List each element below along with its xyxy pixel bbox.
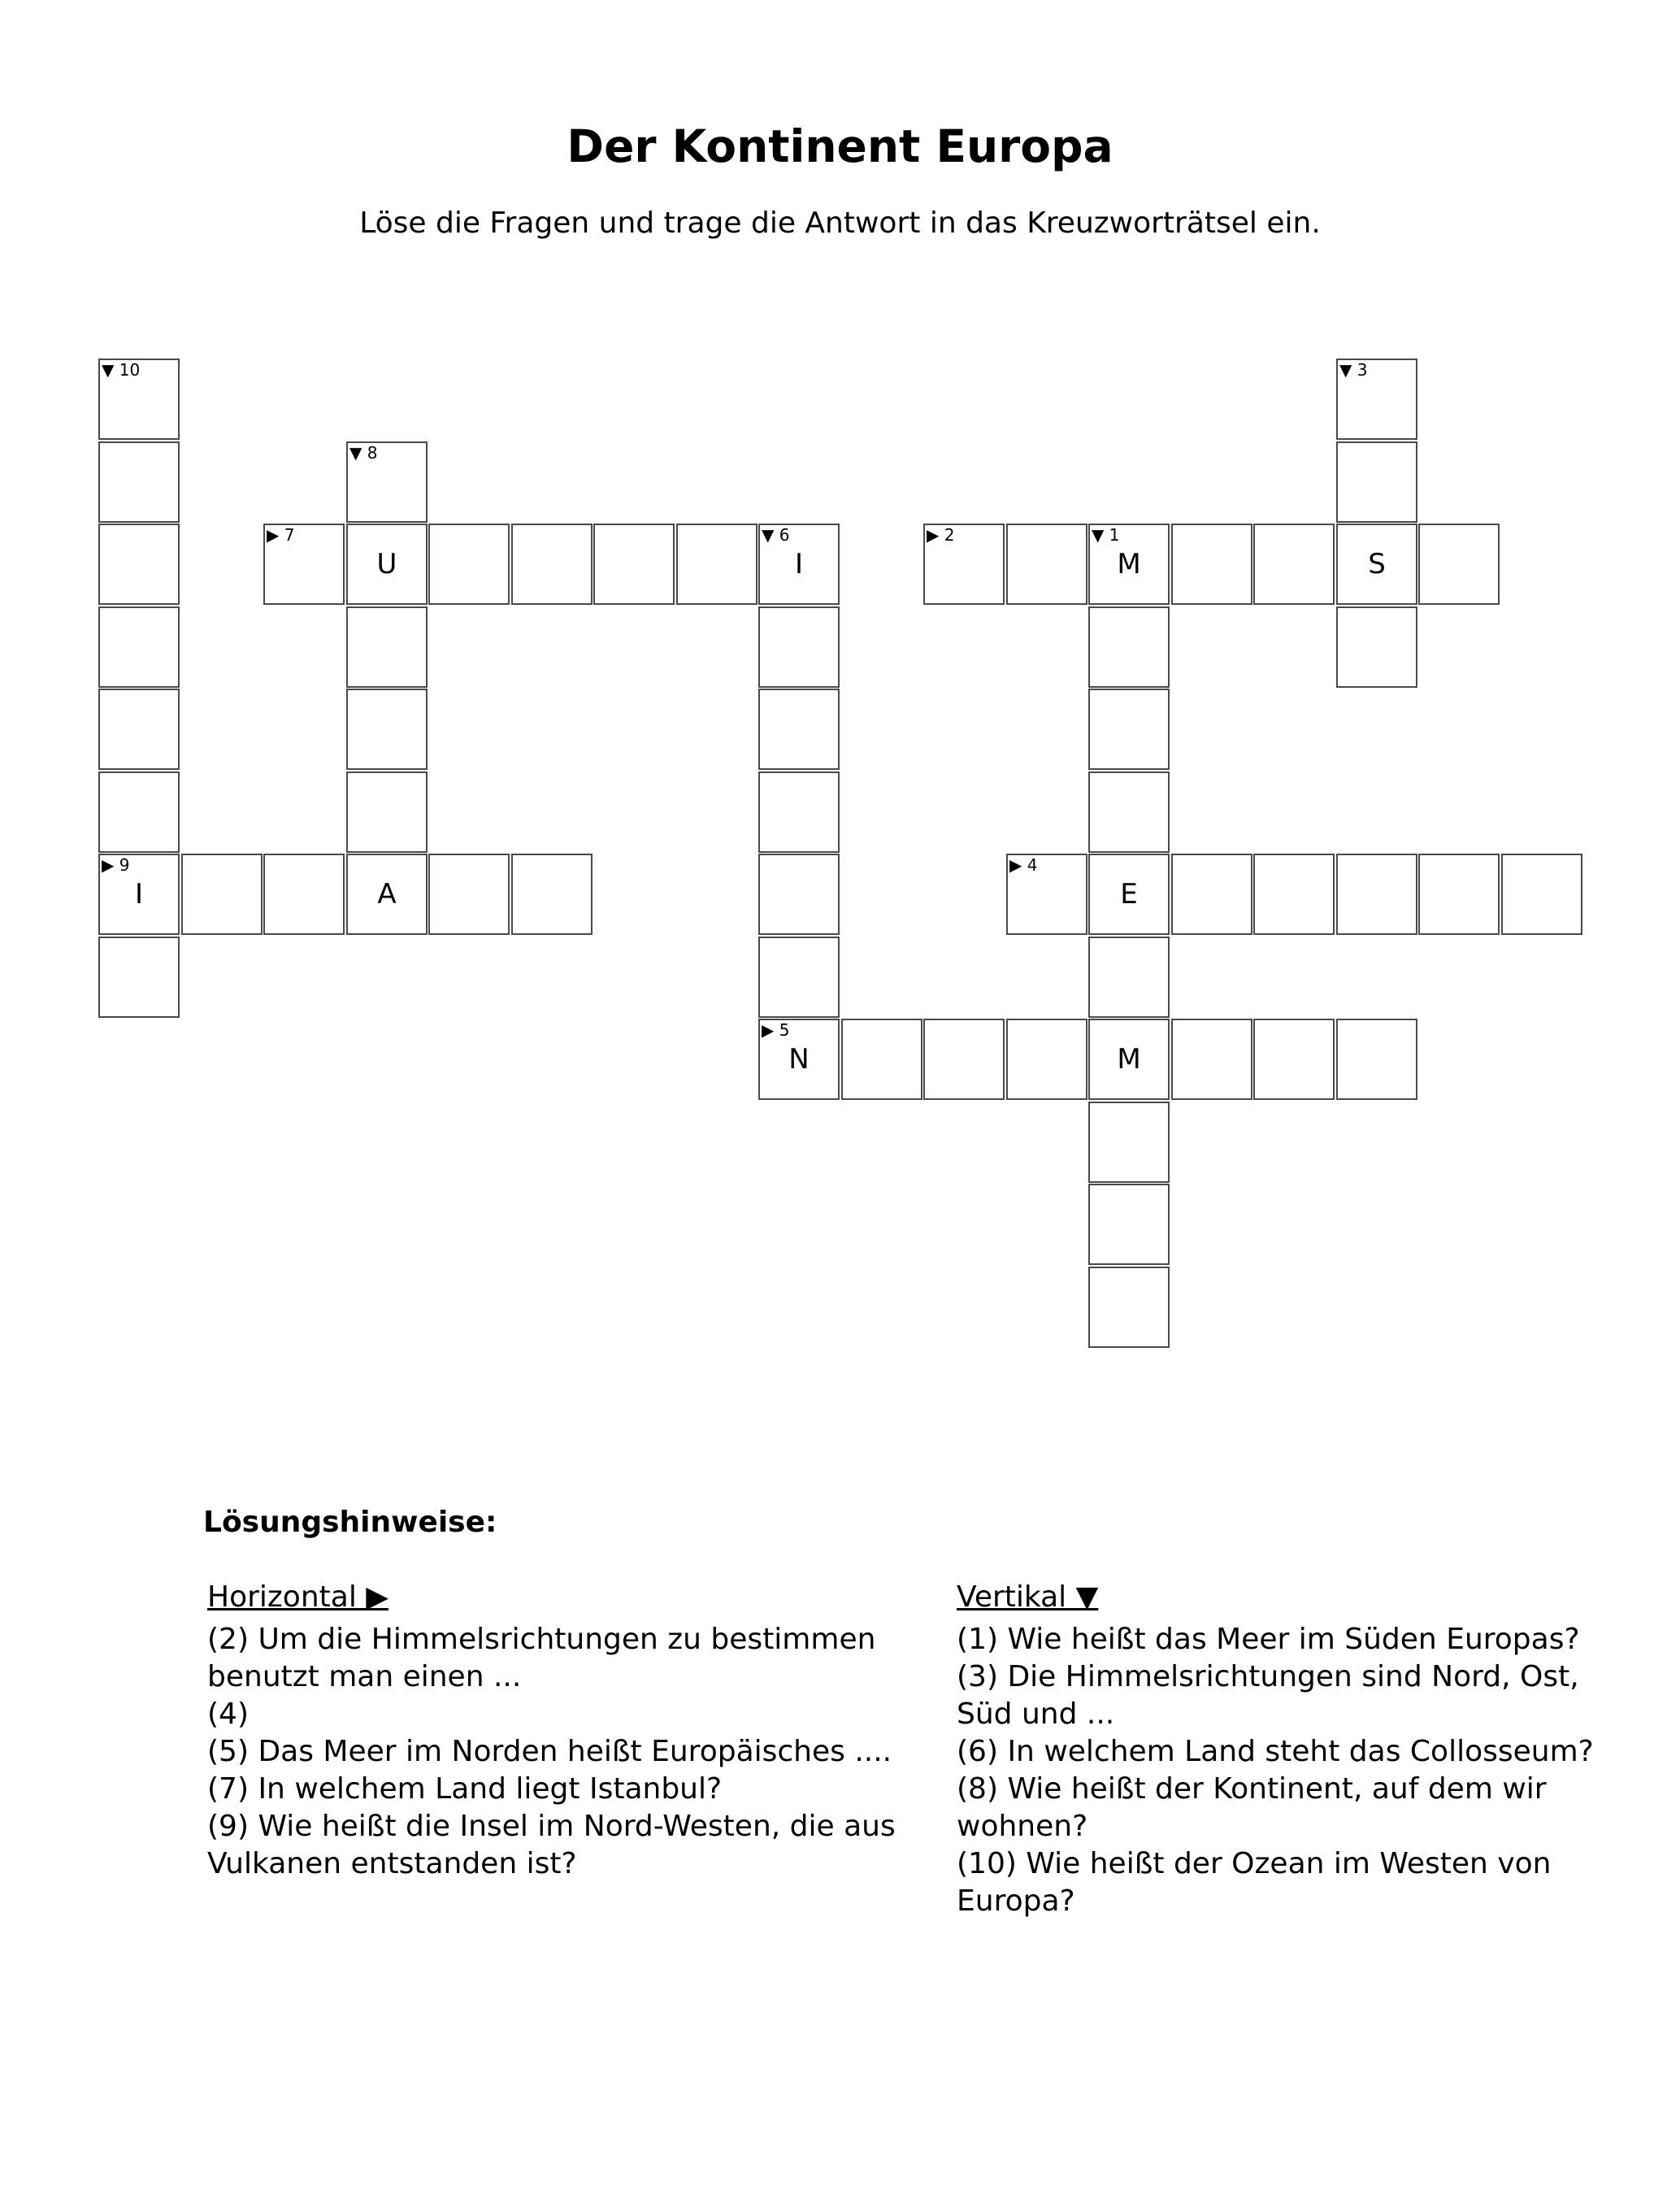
crossword-cell[interactable] bbox=[1088, 606, 1170, 688]
horizontal-clues bbox=[207, 1579, 906, 1883]
crossword-cell[interactable] bbox=[1501, 854, 1582, 935]
crossword-cell[interactable] bbox=[593, 524, 675, 605]
crossword-cell[interactable] bbox=[511, 524, 593, 605]
crossword-cell[interactable] bbox=[428, 854, 510, 935]
crossword-cell[interactable] bbox=[346, 606, 428, 688]
crossword-cell[interactable] bbox=[1253, 524, 1335, 605]
crossword-cell[interactable] bbox=[758, 1019, 840, 1100]
crossword-cell[interactable] bbox=[1171, 1019, 1252, 1100]
crossword-cell[interactable] bbox=[1253, 854, 1335, 935]
given-letter: U bbox=[376, 548, 397, 580]
vertical-clue-list bbox=[957, 1621, 1607, 1920]
crossword-cell[interactable] bbox=[1253, 1019, 1335, 1100]
clue-item: (6) In welchem Land steht das Collosseum? bbox=[957, 1735, 1594, 1768]
clue-number: ▼ 3 bbox=[1339, 360, 1368, 380]
crossword-cell[interactable] bbox=[1336, 441, 1417, 523]
crossword-cell[interactable] bbox=[841, 1019, 922, 1100]
clue-item: (9) Wie heißt die Insel im Nord-Westen, die aus Vulkanen entstanden ist? bbox=[207, 1810, 896, 1880]
crossword-cell[interactable] bbox=[1336, 524, 1417, 605]
crossword-cell[interactable] bbox=[346, 854, 428, 935]
crossword-cell[interactable] bbox=[1336, 1019, 1417, 1100]
crossword-cell[interactable] bbox=[758, 854, 840, 935]
crossword-cell[interactable] bbox=[758, 524, 840, 605]
clue-number: ▼ 10 bbox=[102, 360, 141, 380]
crossword-cell[interactable] bbox=[1088, 524, 1170, 605]
clue-number: ▼ 8 bbox=[349, 443, 378, 463]
clue-item: (3) Die Himmelsrichtungen sind Nord, Ost, Süd und ... bbox=[957, 1660, 1579, 1731]
clues-heading: Lösungshinweise: bbox=[203, 1506, 497, 1539]
crossword-cell[interactable] bbox=[98, 524, 180, 605]
crossword-cell[interactable] bbox=[511, 854, 593, 935]
given-letter: S bbox=[1368, 548, 1386, 580]
crossword-cell[interactable] bbox=[346, 689, 428, 770]
crossword-cell[interactable] bbox=[1171, 854, 1252, 935]
crossword-cell[interactable] bbox=[758, 689, 840, 770]
page-title: Der Kontinent Europa bbox=[567, 120, 1113, 172]
crossword-cell[interactable] bbox=[181, 854, 263, 935]
crossword-cell[interactable] bbox=[1336, 359, 1417, 440]
crossword-cell[interactable] bbox=[1088, 772, 1170, 853]
clue-number: ▶ 4 bbox=[1009, 855, 1038, 875]
given-letter: M bbox=[1117, 1043, 1141, 1076]
clue-item: (8) Wie heißt der Kontinent, auf dem wir wohnen? bbox=[957, 1772, 1547, 1843]
crossword-cell[interactable] bbox=[1006, 1019, 1087, 1100]
crossword-cell[interactable] bbox=[1418, 854, 1500, 935]
crossword-cell[interactable] bbox=[1006, 524, 1087, 605]
crossword-cell[interactable] bbox=[923, 524, 1005, 605]
given-letter: E bbox=[1120, 878, 1138, 911]
crossword-cell[interactable] bbox=[1006, 854, 1087, 935]
clue-item: (4) bbox=[207, 1697, 249, 1731]
clue-item: (10) Wie heißt der Ozean im Westen von Europa? bbox=[957, 1847, 1552, 1918]
crossword-cell[interactable] bbox=[98, 937, 180, 1018]
clue-item: (7) In welchem Land liegt Istanbul? bbox=[207, 1772, 723, 1806]
vertical-clues bbox=[957, 1579, 1607, 1920]
horizontal-clues-label: Horizontal ▶ bbox=[207, 1580, 389, 1614]
given-letter: N bbox=[788, 1043, 810, 1076]
clue-number: ▶ 9 bbox=[102, 855, 130, 875]
instructions: Löse die Fragen und trage die Antwort in das Kreuzworträtsel ein. bbox=[359, 206, 1321, 240]
crossword-cell[interactable] bbox=[1088, 937, 1170, 1018]
crossword-cell[interactable] bbox=[346, 524, 428, 605]
crossword-cell[interactable] bbox=[676, 524, 758, 605]
clue-number: ▶ 2 bbox=[927, 525, 955, 545]
crossword-cell[interactable] bbox=[758, 937, 840, 1018]
crossword-cell[interactable] bbox=[923, 1019, 1005, 1100]
clue-number: ▶ 5 bbox=[762, 1020, 790, 1040]
crossword-cell[interactable] bbox=[98, 606, 180, 688]
crossword-cell[interactable] bbox=[346, 441, 428, 523]
crossword-cell[interactable] bbox=[1171, 524, 1252, 605]
crossword-cell[interactable] bbox=[1088, 1267, 1170, 1348]
crossword-cell[interactable] bbox=[1088, 1019, 1170, 1100]
given-letter: M bbox=[1117, 548, 1141, 580]
clue-item: (5) Das Meer im Norden heißt Europäisches .... bbox=[207, 1735, 892, 1768]
crossword-cell[interactable] bbox=[1336, 854, 1417, 935]
crossword-cell[interactable] bbox=[346, 772, 428, 853]
crossword-cell[interactable] bbox=[98, 689, 180, 770]
crossword-cell[interactable] bbox=[98, 441, 180, 523]
crossword-cell[interactable] bbox=[1088, 854, 1170, 935]
clue-number: ▼ 1 bbox=[1092, 525, 1120, 545]
given-letter: I bbox=[134, 878, 144, 911]
crossword-cell[interactable] bbox=[263, 854, 345, 935]
crossword-cell[interactable] bbox=[98, 359, 180, 440]
crossword-cell[interactable] bbox=[758, 606, 840, 688]
crossword-cell[interactable] bbox=[758, 772, 840, 853]
crossword-cell[interactable] bbox=[98, 772, 180, 853]
crossword-cell[interactable] bbox=[1088, 1102, 1170, 1183]
clue-item: (2) Um die Himmelsrichtungen zu bestimmen benutzt man einen ... bbox=[207, 1623, 876, 1693]
vertical-clues-label: Vertikal ▼ bbox=[957, 1580, 1099, 1614]
given-letter: A bbox=[377, 878, 397, 911]
crossword-cell[interactable] bbox=[263, 524, 345, 605]
clue-number: ▶ 7 bbox=[267, 525, 295, 545]
clue-number: ▼ 6 bbox=[762, 525, 790, 545]
given-letter: I bbox=[794, 548, 804, 580]
crossword-cell[interactable] bbox=[1088, 689, 1170, 770]
crossword-cell[interactable] bbox=[428, 524, 510, 605]
crossword-cell[interactable] bbox=[98, 854, 180, 935]
crossword-cell[interactable] bbox=[1088, 1184, 1170, 1265]
horizontal-clue-list bbox=[207, 1621, 906, 1883]
crossword-cell[interactable] bbox=[1336, 606, 1417, 688]
clue-item: (1) Wie heißt das Meer im Süden Europas? bbox=[957, 1623, 1580, 1656]
crossword-cell[interactable] bbox=[1418, 524, 1500, 605]
